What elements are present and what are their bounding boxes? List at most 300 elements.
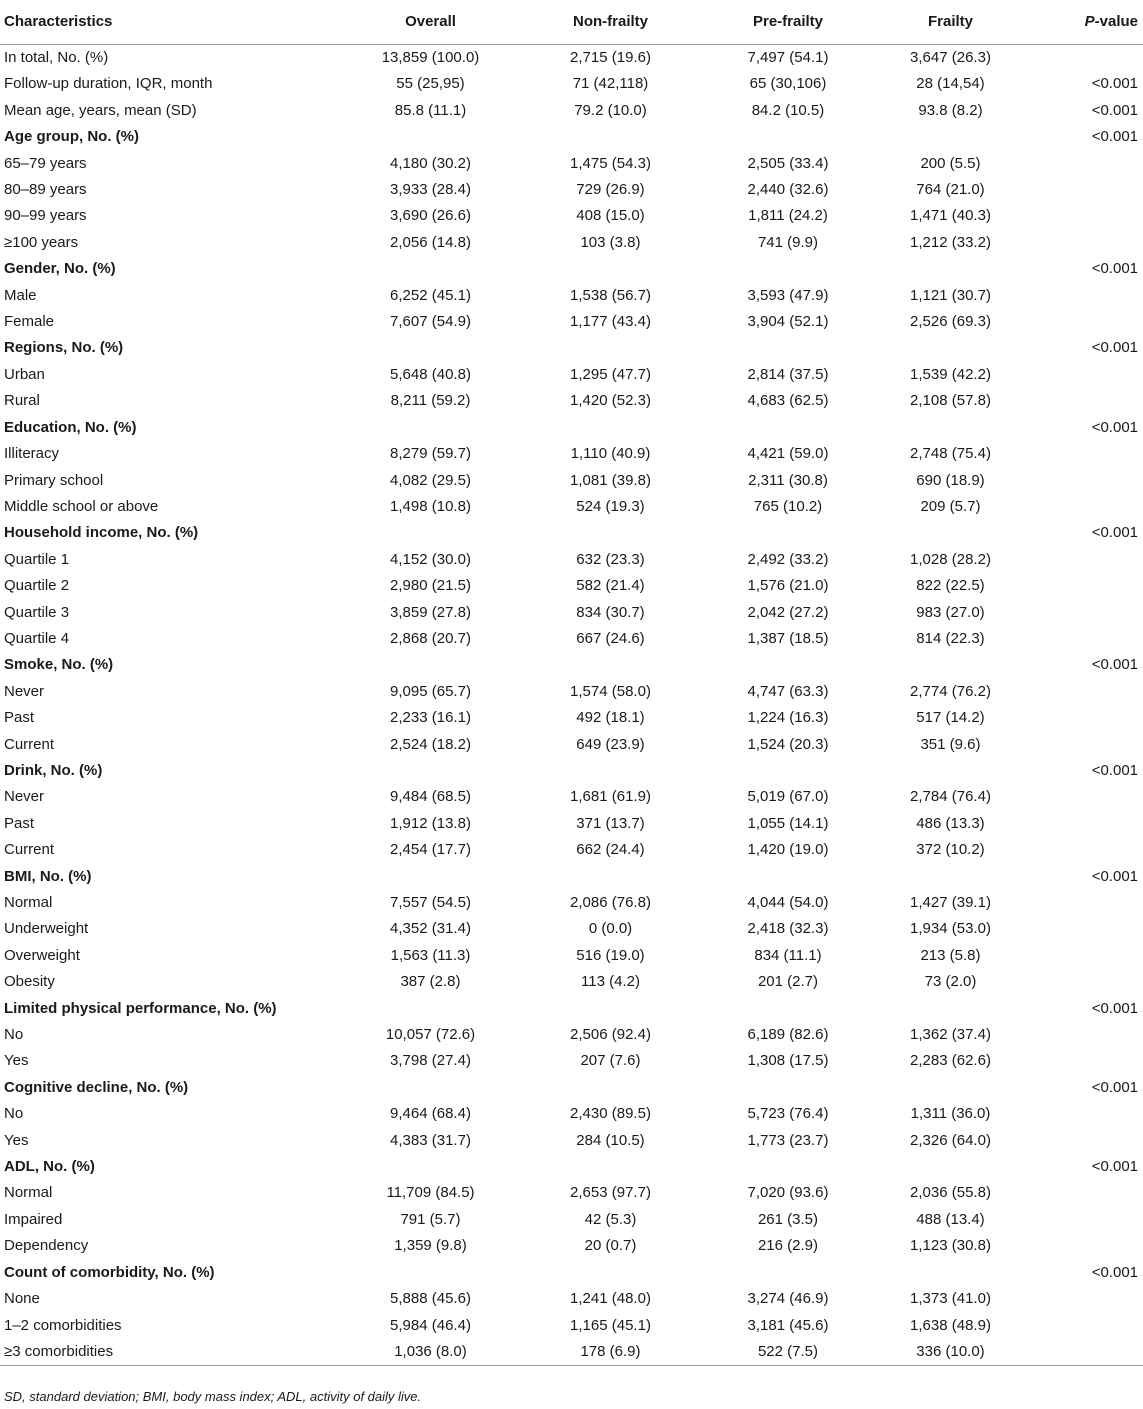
row-label: Limited physical performance, No. (%) (4, 999, 277, 1017)
row-label: Dependency (4, 1237, 89, 1255)
cell-p-value (1038, 1313, 1143, 1339)
cell-overall (353, 335, 508, 361)
cell-pre-frailty: 1,055 (14.1) (747, 814, 829, 832)
cell-overall (353, 256, 508, 282)
cell-overall: 2,233 (16.1) (390, 709, 471, 727)
cell-frailty: 1,123 (30.8) (910, 1237, 991, 1255)
cell-non-frailty: 0 (0.0) (588, 920, 633, 938)
table-row (0, 71, 1143, 97)
cell-pre-frailty: 1,773 (23.7) (747, 1131, 829, 1149)
section-header-row (0, 1154, 1143, 1180)
cell-p-value (1038, 705, 1143, 731)
cell-overall: 4,082 (29.5) (390, 471, 471, 489)
cell-p-value: <0.001 (1091, 999, 1138, 1017)
cell-frailty (863, 996, 1038, 1022)
cell-pre-frailty: 1,576 (21.0) (747, 577, 829, 595)
table-row (0, 45, 1143, 72)
row-label: Yes (4, 1052, 29, 1070)
cell-frailty: 336 (10.0) (863, 1339, 1038, 1366)
cell-pre-frailty (713, 1260, 863, 1286)
table-row (0, 943, 1143, 969)
row-label: Female (4, 313, 55, 331)
cell-non-frailty: 20 (0.7) (584, 1237, 637, 1255)
row-label: Smoke, No. (%) (4, 656, 114, 674)
table-row (0, 1313, 1143, 1339)
cell-overall: 3,933 (28.4) (390, 181, 471, 199)
row-label: Past (4, 709, 35, 727)
cell-pre-frailty: 3,274 (46.9) (747, 1290, 829, 1308)
cell-pre-frailty: 1,811 (24.2) (748, 207, 828, 225)
table-row (0, 916, 1143, 942)
cell-non-frailty: 649 (23.9) (576, 735, 645, 753)
cell-frailty: 1,934 (53.0) (910, 920, 991, 938)
cell-frailty (863, 758, 1038, 784)
cell-p-value: <0.001 (1091, 128, 1138, 146)
row-label: 90–99 years (4, 207, 87, 225)
table-row (0, 1233, 1143, 1259)
cell-frailty: 983 (27.0) (916, 603, 985, 621)
cell-non-frailty: 1,681 (61.9) (570, 788, 651, 806)
cell-p-value (1038, 1022, 1143, 1048)
cell-overall: 55 (25,95) (396, 75, 465, 93)
row-label: Underweight (4, 920, 89, 938)
table-row (0, 679, 1143, 705)
cell-non-frailty: 632 (23.3) (576, 550, 645, 568)
cell-frailty (863, 652, 1038, 678)
cell-overall: 3,798 (27.4) (390, 1052, 471, 1070)
table-row (0, 784, 1143, 810)
header-overall: Overall (353, 0, 508, 45)
row-label: Impaired (4, 1210, 63, 1228)
cell-overall: 11,709 (84.5) (386, 1184, 475, 1202)
cell-frailty: 351 (9.6) (920, 735, 981, 753)
cell-non-frailty: 2,506 (92.4) (570, 1026, 651, 1044)
table-row (0, 1101, 1143, 1127)
cell-non-frailty (508, 1154, 713, 1180)
cell-frailty: 1,028 (28.2) (910, 550, 991, 568)
cell-frailty: 1,212 (33.2) (910, 233, 991, 251)
cell-p-value (1038, 837, 1143, 863)
cell-pre-frailty: 2,492 (33.2) (747, 550, 829, 568)
cell-overall (353, 758, 508, 784)
table-body (0, 45, 1143, 1366)
header-p-italic: P (1084, 13, 1095, 30)
cell-p-value (1038, 943, 1143, 969)
section-header-row (0, 1260, 1143, 1286)
cell-overall: 3,690 (26.6) (390, 207, 471, 225)
cell-pre-frailty: 261 (3.5) (757, 1210, 819, 1228)
table-row (0, 203, 1143, 229)
cell-overall: 85.8 (11.1) (394, 101, 467, 119)
cell-pre-frailty: 834 (11.1) (754, 946, 822, 964)
cell-non-frailty: 834 (30.7) (576, 603, 645, 621)
cell-overall: 3,859 (27.8) (390, 603, 471, 621)
table-row (0, 1048, 1143, 1074)
cell-overall (353, 1154, 508, 1180)
table-row (0, 309, 1143, 335)
cell-p-value (1038, 573, 1143, 599)
cell-frailty: 28 (14,54) (916, 75, 985, 93)
cell-p-value: <0.001 (1091, 260, 1138, 278)
cell-overall: 2,454 (17.7) (390, 841, 471, 859)
table-row (0, 1286, 1143, 1312)
cell-pre-frailty: 2,418 (32.3) (747, 920, 829, 938)
cell-frailty: 93.8 (8.2) (918, 101, 983, 119)
table-row (0, 468, 1143, 494)
cell-pre-frailty (713, 864, 863, 890)
cell-p-value (1038, 151, 1143, 177)
section-header-row (0, 335, 1143, 361)
cell-pre-frailty: 3,593 (47.9) (747, 286, 829, 304)
section-header-row (0, 864, 1143, 890)
cell-pre-frailty (713, 335, 863, 361)
cell-p-value: <0.001 (1091, 656, 1138, 674)
cell-p-value (1038, 784, 1143, 810)
cell-non-frailty: 582 (21.4) (576, 577, 645, 595)
cell-pre-frailty: 4,044 (54.0) (747, 894, 829, 911)
cell-pre-frailty: 1,524 (20.3) (747, 735, 829, 753)
table-row (0, 98, 1143, 124)
cell-non-frailty: 207 (7.6) (580, 1052, 641, 1070)
cell-p-value: <0.001 (1091, 761, 1138, 779)
cell-pre-frailty: 7,020 (93.6) (747, 1184, 829, 1202)
cell-overall (353, 1075, 508, 1101)
table-row (0, 1339, 1143, 1366)
cell-pre-frailty: 84.2 (10.5) (751, 101, 825, 119)
cell-pre-frailty: 4,421 (59.0) (747, 445, 829, 463)
section-header-row (0, 652, 1143, 678)
row-label: Overweight (4, 946, 80, 964)
cell-pre-frailty: 2,505 (33.4) (747, 154, 829, 172)
cell-pre-frailty: 2,814 (37.5) (747, 365, 829, 383)
row-label: Middle school or above (4, 497, 159, 515)
cell-overall: 387 (2.8) (400, 973, 461, 991)
cell-pre-frailty: 2,311 (30.8) (748, 471, 828, 489)
cell-non-frailty: 1,538 (56.7) (570, 286, 651, 304)
cell-p-value (1038, 732, 1143, 758)
row-label: Illiteracy (4, 445, 60, 463)
cell-p-value (1038, 309, 1143, 335)
table-row (0, 151, 1143, 177)
cell-p-value (1038, 811, 1143, 837)
table-row (0, 811, 1143, 837)
cell-non-frailty: 178 (6.9) (508, 1339, 713, 1366)
table-row (0, 732, 1143, 758)
cell-non-frailty: 2,086 (76.8) (570, 894, 651, 911)
table-row (0, 626, 1143, 652)
section-header-row (0, 520, 1143, 546)
cell-p-value (1038, 230, 1143, 256)
cell-pre-frailty (713, 520, 863, 546)
cell-frailty: 2,108 (57.8) (910, 392, 991, 410)
cell-frailty: 1,539 (42.2) (910, 365, 991, 383)
cell-p-value (1038, 626, 1143, 652)
cell-non-frailty (508, 335, 713, 361)
cell-p-value (1038, 177, 1143, 203)
cell-pre-frailty: 2,042 (27.2) (747, 603, 829, 621)
cell-frailty: 814 (22.3) (916, 629, 985, 647)
cell-pre-frailty: 5,723 (76.4) (747, 1105, 829, 1123)
cell-p-value (1038, 1101, 1143, 1127)
cell-non-frailty (508, 124, 713, 150)
header-pre-frailty: Pre-frailty (713, 0, 863, 45)
table-row (0, 177, 1143, 203)
section-header-row (0, 124, 1143, 150)
header-characteristics: Characteristics (0, 0, 353, 45)
cell-frailty: 822 (22.5) (916, 577, 985, 595)
cell-overall: 8,211 (59.2) (390, 392, 471, 410)
cell-non-frailty: 667 (24.6) (576, 629, 645, 647)
cell-frailty: 3,647 (26.3) (910, 49, 991, 66)
cell-overall: 4,152 (30.0) (390, 550, 471, 568)
cell-pre-frailty (713, 256, 863, 282)
row-label: Yes (4, 1131, 29, 1149)
cell-p-value (1038, 1339, 1143, 1366)
row-label: Quartile 4 (4, 629, 70, 647)
row-label: Normal (4, 894, 53, 911)
cell-p-value (1038, 1128, 1143, 1154)
header-p-suffix: -value (1094, 13, 1138, 30)
cell-non-frailty: 1,295 (47.7) (570, 365, 651, 383)
cell-p-value (1038, 1286, 1143, 1312)
table-row (0, 441, 1143, 467)
cell-overall: 7,607 (54.9) (390, 313, 471, 331)
cell-non-frailty (508, 652, 713, 678)
header-frailty: Frailty (863, 0, 1038, 45)
cell-overall (353, 1260, 508, 1286)
cell-pre-frailty: 2,440 (32.6) (747, 181, 829, 199)
row-label: Household income, No. (%) (4, 524, 199, 542)
cell-non-frailty: 113 (4.2) (581, 973, 640, 991)
header-non-frailty: Non-frailty (508, 0, 713, 45)
cell-pre-frailty: 4,683 (62.5) (747, 392, 829, 410)
cell-p-value (1038, 441, 1143, 467)
cell-frailty: 2,526 (69.3) (910, 313, 991, 331)
cell-non-frailty: 284 (10.5) (576, 1131, 645, 1149)
cell-non-frailty: 729 (26.9) (576, 181, 645, 199)
cell-pre-frailty: 7,497 (54.1) (747, 49, 829, 66)
cell-overall: 5,648 (40.8) (390, 365, 471, 383)
section-header-row (0, 1075, 1143, 1101)
cell-overall: 1,036 (8.0) (353, 1339, 508, 1366)
cell-frailty (863, 415, 1038, 441)
table-row (0, 600, 1143, 626)
cell-non-frailty: 2,715 (19.6) (570, 49, 651, 66)
row-label: Quartile 2 (4, 577, 70, 595)
cell-overall: 1,498 (10.8) (390, 497, 471, 515)
cell-pre-frailty: 1,420 (19.0) (747, 841, 829, 859)
cell-non-frailty: 1,574 (58.0) (570, 682, 651, 700)
row-label: Male (4, 286, 37, 304)
row-label: 80–89 years (4, 181, 87, 199)
cell-non-frailty: 408 (15.0) (576, 207, 645, 225)
cell-frailty: 1,311 (36.0) (910, 1105, 991, 1123)
cell-non-frailty (508, 415, 713, 441)
row-label: Quartile 1 (4, 550, 70, 568)
cell-p-value: <0.001 (1091, 1263, 1138, 1281)
cell-overall: 4,383 (31.7) (390, 1131, 471, 1149)
cell-non-frailty: 71 (42,118) (572, 75, 649, 93)
row-label: Mean age, years, mean (SD) (4, 101, 197, 119)
cell-overall (353, 864, 508, 890)
cell-non-frailty (508, 864, 713, 890)
row-label: 1–2 comorbidities (4, 1316, 122, 1334)
cell-overall: 1,359 (9.8) (394, 1237, 467, 1255)
cell-pre-frailty (713, 124, 863, 150)
cell-pre-frailty: 5,019 (67.0) (747, 788, 829, 806)
cell-non-frailty: 1,110 (40.9) (570, 445, 651, 463)
cell-pre-frailty (713, 415, 863, 441)
cell-non-frailty: 1,241 (48.0) (570, 1290, 651, 1308)
cell-pre-frailty (713, 1154, 863, 1180)
cell-p-value (1038, 1233, 1143, 1259)
row-label: Past (4, 814, 35, 832)
cell-non-frailty (508, 520, 713, 546)
cell-frailty: 213 (5.8) (920, 946, 981, 964)
cell-non-frailty: 1,177 (43.4) (570, 313, 651, 331)
cell-non-frailty: 1,165 (45.1) (570, 1316, 651, 1334)
cell-p-value (1038, 362, 1143, 388)
cell-frailty: 73 (2.0) (924, 973, 977, 991)
cell-overall: 9,095 (65.7) (390, 682, 471, 700)
row-label: Obesity (4, 973, 55, 991)
cell-non-frailty (508, 996, 713, 1022)
cell-overall (353, 520, 508, 546)
cell-p-value: <0.001 (1091, 418, 1138, 436)
row-label: In total, No. (%) (4, 49, 109, 66)
cell-non-frailty: 2,653 (97.7) (570, 1184, 651, 1202)
cell-overall: 1,563 (11.3) (390, 946, 471, 964)
table-row (0, 283, 1143, 309)
cell-pre-frailty: 741 (9.9) (757, 233, 819, 251)
cell-frailty (863, 1260, 1038, 1286)
row-label: Regions, No. (%) (4, 339, 124, 357)
header-p-value (1038, 0, 1143, 45)
table-row (0, 890, 1143, 916)
cell-overall (353, 124, 508, 150)
cell-p-value (1038, 468, 1143, 494)
cell-frailty: 764 (21.0) (916, 181, 985, 199)
table-row (0, 230, 1143, 256)
cell-p-value (1038, 203, 1143, 229)
cell-frailty: 2,036 (55.8) (910, 1184, 991, 1202)
cell-p-value (1038, 600, 1143, 626)
cell-frailty: 1,362 (37.4) (910, 1026, 991, 1044)
table-footnote: SD, standard deviation; BMI, body mass index; ADL, activity of daily live. (4, 1389, 422, 1404)
row-label: BMI, No. (%) (4, 867, 92, 885)
row-label: No (4, 1026, 24, 1044)
cell-frailty: 2,774 (76.2) (910, 682, 991, 700)
row-label: Gender, No. (%) (4, 260, 116, 278)
cell-overall: 8,279 (59.7) (390, 445, 471, 463)
row-label: Current (4, 841, 55, 859)
row-label: ≥3 comorbidities (0, 1339, 353, 1366)
section-header-row (0, 256, 1143, 282)
cell-overall: 791 (5.7) (400, 1210, 461, 1228)
cell-p-value (1038, 283, 1143, 309)
cell-pre-frailty: 1,308 (17.5) (747, 1052, 829, 1070)
cell-overall: 13,859 (100.0) (381, 49, 480, 66)
cell-overall: 2,524 (18.2) (390, 735, 471, 753)
cell-non-frailty (508, 1260, 713, 1286)
table-row (0, 1022, 1143, 1048)
cell-p-value (1038, 969, 1143, 995)
row-label: ADL, No. (%) (4, 1158, 95, 1176)
cell-pre-frailty (713, 758, 863, 784)
cell-non-frailty: 1,420 (52.3) (570, 392, 651, 410)
cell-overall: 5,888 (45.6) (390, 1290, 471, 1308)
cell-frailty (863, 864, 1038, 890)
cell-p-value (1038, 45, 1143, 72)
cell-overall (353, 996, 508, 1022)
cell-non-frailty: 524 (19.3) (576, 497, 645, 515)
row-label: Primary school (4, 471, 104, 489)
row-label: No (4, 1105, 24, 1123)
cell-p-value: <0.001 (1091, 867, 1138, 885)
cell-pre-frailty: 6,189 (82.6) (747, 1026, 829, 1044)
table-row (0, 1207, 1143, 1233)
cell-non-frailty (508, 256, 713, 282)
cell-p-value (1038, 1048, 1143, 1074)
section-header-row (0, 758, 1143, 784)
cell-p-value: <0.001 (1091, 1158, 1138, 1176)
cell-p-value (1038, 388, 1143, 414)
table-row (0, 1128, 1143, 1154)
cell-p-value: <0.001 (1091, 339, 1138, 357)
cell-frailty (863, 256, 1038, 282)
table-row (0, 573, 1143, 599)
row-label: Urban (4, 365, 45, 383)
cell-frailty: 2,748 (75.4) (910, 445, 991, 463)
section-header-row (0, 415, 1143, 441)
cell-overall: 2,056 (14.8) (390, 233, 471, 251)
row-label: Never (4, 682, 45, 700)
cell-frailty (863, 1075, 1038, 1101)
cell-frailty: 486 (13.3) (916, 814, 985, 832)
cell-p-value (1038, 1180, 1143, 1206)
table-row (0, 1180, 1143, 1206)
cell-non-frailty: 1,081 (39.8) (570, 471, 651, 489)
cell-pre-frailty: 522 (7.5) (713, 1339, 863, 1366)
cell-pre-frailty: 1,387 (18.5) (747, 629, 829, 647)
table-row (0, 362, 1143, 388)
cell-pre-frailty: 65 (30,106) (749, 75, 827, 93)
row-label: Current (4, 735, 55, 753)
row-label: Normal (4, 1184, 53, 1202)
cell-p-value: <0.001 (1091, 75, 1138, 93)
cell-frailty (863, 335, 1038, 361)
row-label: Never (4, 788, 45, 806)
cell-frailty: 1,427 (39.1) (910, 894, 991, 911)
cell-overall: 2,980 (21.5) (390, 577, 471, 595)
cell-pre-frailty: 216 (2.9) (757, 1237, 819, 1255)
row-label: Quartile 3 (4, 603, 70, 621)
cell-non-frailty: 42 (5.3) (584, 1210, 637, 1228)
cell-frailty: 2,326 (64.0) (910, 1131, 991, 1149)
row-label: None (4, 1290, 40, 1308)
cell-p-value: <0.001 (1091, 524, 1138, 542)
cell-frailty: 200 (5.5) (920, 154, 981, 172)
cell-overall: 4,352 (31.4) (390, 920, 471, 938)
table-row (0, 969, 1143, 995)
cell-non-frailty: 371 (13.7) (576, 814, 645, 832)
cell-frailty (863, 520, 1038, 546)
table-row (0, 547, 1143, 573)
cell-p-value (1038, 679, 1143, 705)
table-header (0, 0, 1143, 45)
section-header-row (0, 996, 1143, 1022)
cell-frailty: 2,283 (62.6) (910, 1052, 991, 1070)
